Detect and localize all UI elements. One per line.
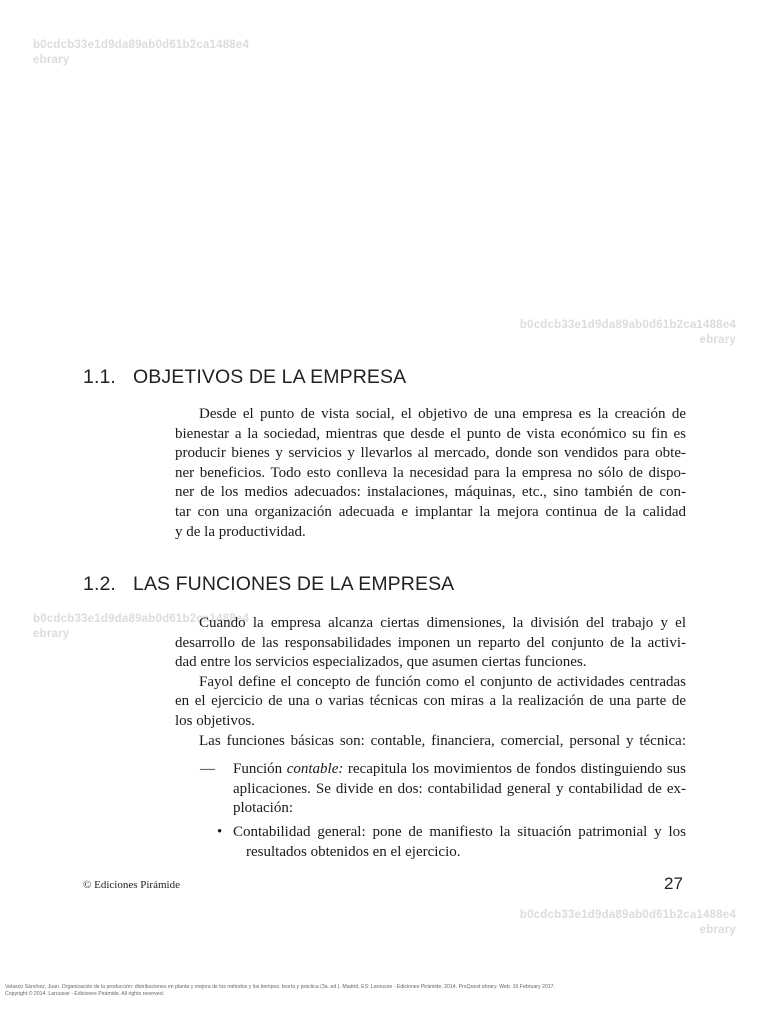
text-line: Las funciones básicas son: contable, financiera, comercial, personal y técnica: (199, 732, 686, 749)
watermark-label: ebrary (699, 924, 736, 936)
copyright-line: Copyright © 2014. Larousse - Ediciones Pirámide. All rights reserved. (5, 991, 165, 997)
section-number: 1.2. (83, 573, 116, 595)
section-title: OBJETIVOS DE LA EMPRESA (133, 366, 407, 388)
item-text: recapitula los movimientos de fondos distinguiendo sus (343, 761, 686, 777)
text-line: los objetivos. (175, 712, 256, 729)
section-heading-funciones (83, 573, 454, 596)
watermark-label: ebrary (33, 54, 70, 66)
section-heading-objetivos (83, 366, 406, 389)
bullet-marker: • (217, 824, 223, 840)
watermark-label: ebrary (699, 334, 736, 346)
citation-line: Velasco Sánchez, Juan. Organización de la producción: distribuciones en planta y mejora de los métodos y los tiempos. teoría y práctica (3a. ed.). Madrid, ES: Larousse - Ediciones Pirámide, 2014. ProQuest ebrary. Web. 10 February 2017. (5, 984, 555, 990)
text-line: resultados obtenidos en el ejercicio. (246, 843, 461, 860)
text-line (233, 760, 686, 780)
text-line: bienestar a la sociedad, mientras que desde el punto de vista económico su fin es (175, 425, 686, 442)
list-item-funcion-contable (233, 760, 686, 819)
text-line: dad entre los servicios especializados, que asumen ciertas funciones. (175, 654, 587, 671)
text-line: aplicaciones. Se divide en dos: contabilidad general y contabilidad de ex- (233, 780, 686, 797)
watermark-label: ebrary (33, 628, 70, 640)
text-line: Contabilidad general: pone de manifiesto la situación patrimonial y los (233, 824, 686, 840)
publisher-credit: © Ediciones Pirámide (83, 879, 180, 891)
item-term: contable: (286, 761, 344, 777)
section-title: LAS FUNCIONES DE LA EMPRESA (133, 573, 455, 595)
watermark-hash: b0cdcb33e1d9da89ab0d61b2ca1488e4 (33, 613, 250, 625)
page-number: 27 (664, 874, 683, 893)
watermark-lower-right (520, 908, 736, 938)
text-line: ner beneficios. Todo esto conlleva la necesidad para la empresa no sólo de dispo- (175, 464, 686, 481)
text-line: desarrollo de las responsabilidades imponen un reparto del conjunto de la activi- (175, 634, 686, 651)
citation (5, 984, 555, 998)
watermark-top-left (33, 38, 249, 68)
text-line: tar con una organización adecuada e implantar la mejora continua de la calidad (175, 503, 686, 520)
item-prefix: Función (233, 761, 287, 777)
watermark-upper-right (520, 318, 736, 348)
text-line: Desde el punto de vista social, el objetivo de una empresa es la creación de (199, 406, 686, 422)
text-line: producir bienes y servicios y llevarlos al mercado, donde son vendidos para obte- (175, 445, 686, 462)
section-number: 1.1. (83, 366, 116, 388)
text-line: Fayol define el concepto de función como el conjunto de actividades centradas (199, 673, 686, 690)
text-line: Cuando la empresa alcanza ciertas dimensiones, la división del trabajo y el (199, 615, 686, 631)
text-line: y de la productividad. (175, 523, 306, 540)
text-line: en el ejercicio de una o varias técnicas con miras a la realización de una parte de (175, 693, 686, 710)
list-item-contabilidad-general (233, 823, 686, 862)
paragraph-funciones (175, 614, 686, 751)
watermark-hash: b0cdcb33e1d9da89ab0d61b2ca1488e4 (33, 39, 250, 51)
text-line: ner de los medios adecuados: instalaciones, máquinas, etc., sino también de con- (175, 484, 686, 501)
dash-marker: — (200, 761, 215, 777)
watermark-hash: b0cdcb33e1d9da89ab0d61b2ca1488e4 (519, 319, 736, 331)
watermark-hash: b0cdcb33e1d9da89ab0d61b2ca1488e4 (519, 909, 736, 921)
text-line: plotación: (233, 800, 293, 817)
paragraph-objetivos (175, 405, 686, 542)
